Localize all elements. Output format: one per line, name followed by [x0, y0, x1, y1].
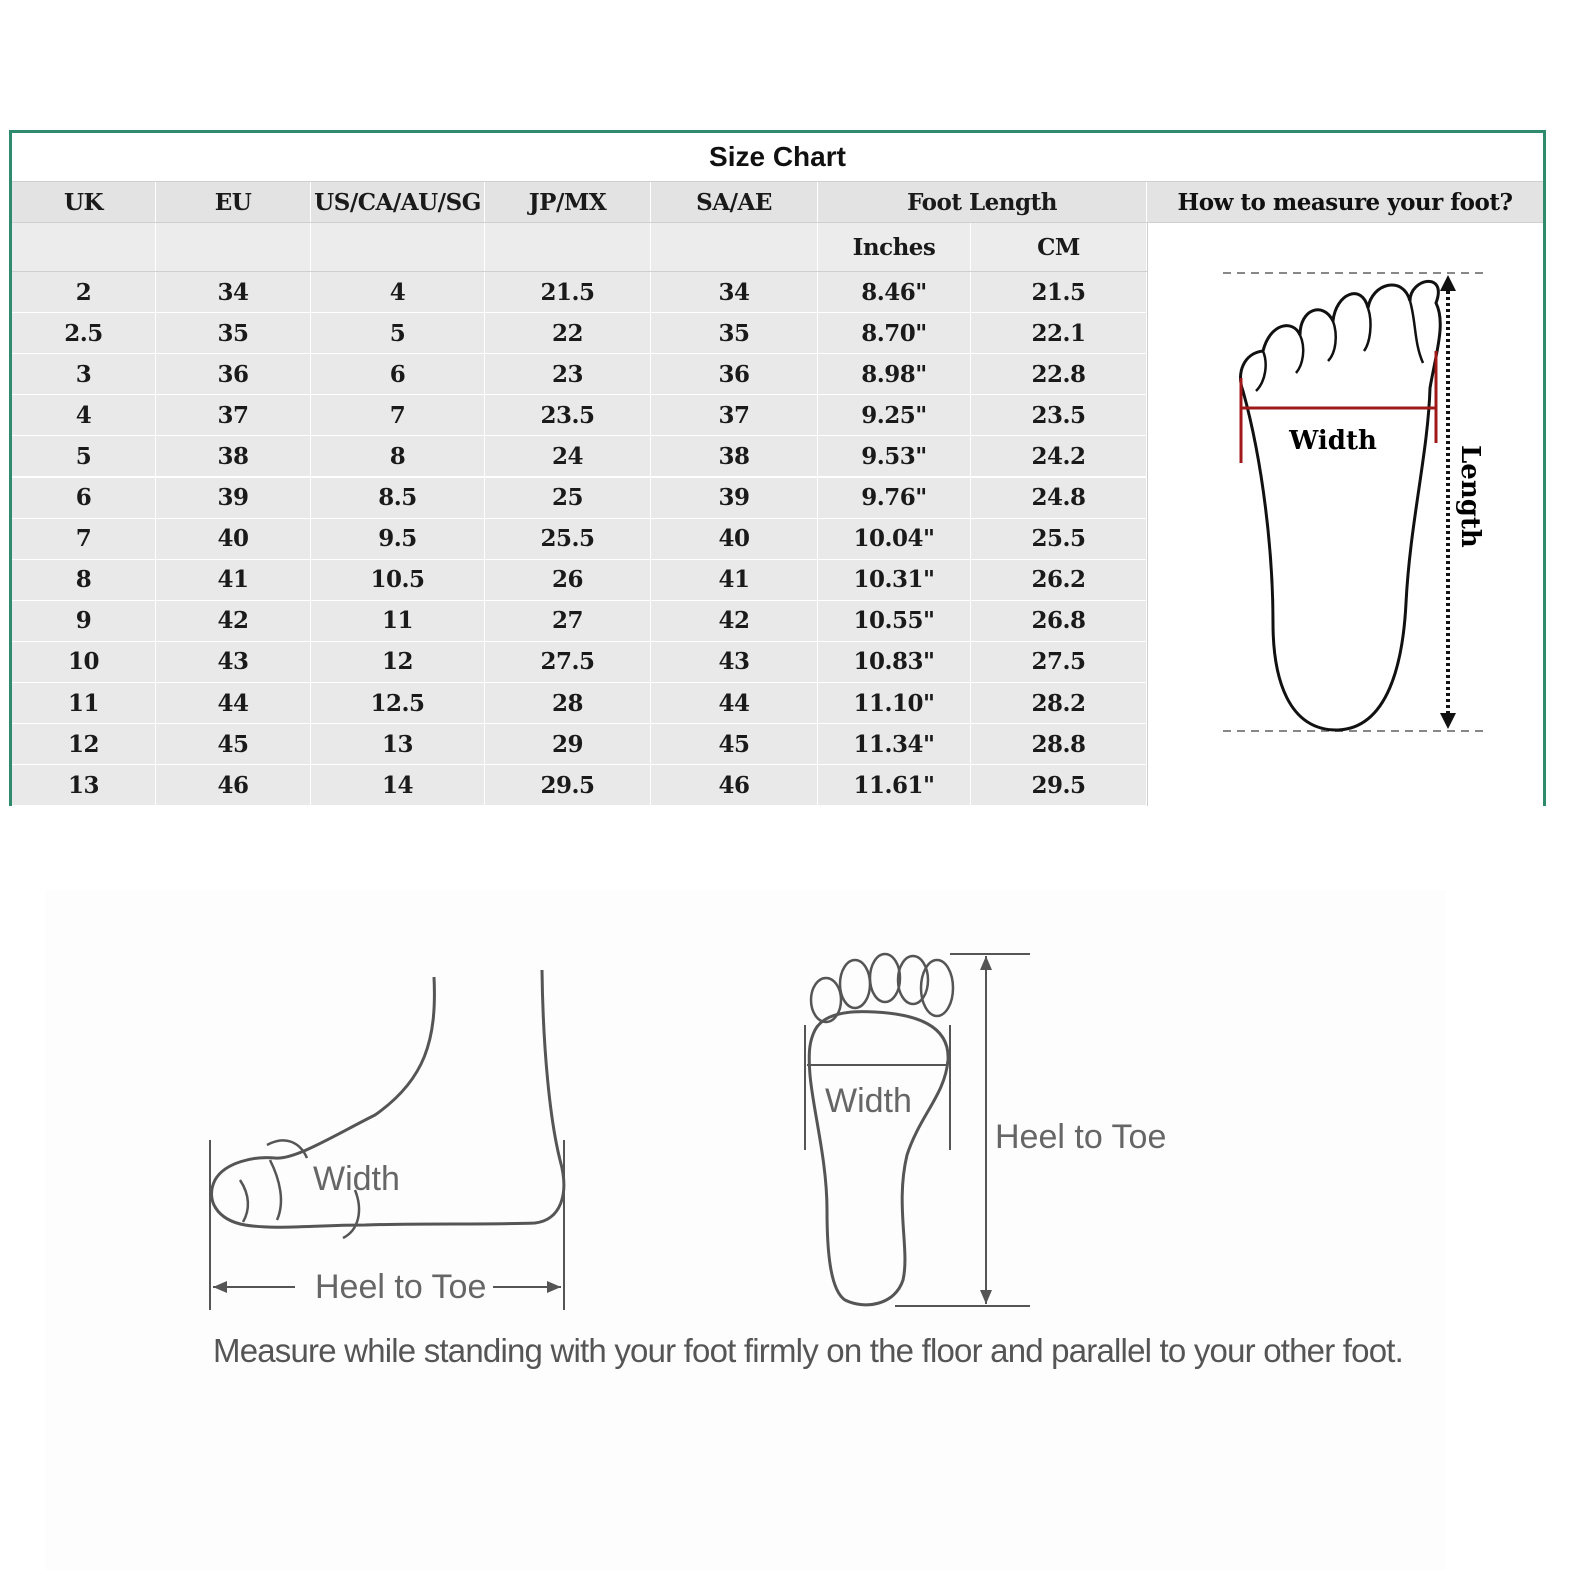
cell-inches: 8.98"	[818, 354, 971, 394]
subheader-cm: CM	[971, 223, 1147, 271]
cell-inches: 10.55"	[818, 601, 971, 641]
cell-jp: 24	[485, 436, 651, 476]
cell-cm: 29.5	[971, 765, 1147, 805]
table-row	[12, 354, 1147, 395]
cell-eu: 39	[156, 478, 311, 518]
cell-eu: 41	[156, 560, 311, 600]
toe-line	[1328, 321, 1336, 361]
cell-jp: 22	[485, 313, 651, 353]
cell-uk: 9	[12, 601, 156, 641]
cell-eu: 38	[156, 436, 311, 476]
cell-inches: 10.31"	[818, 560, 971, 600]
cell-us: 6	[311, 354, 485, 394]
header-us: US/CA/AU/SG	[311, 182, 485, 222]
cell-sa: 40	[651, 519, 818, 559]
side-width-label: Width	[313, 1160, 400, 1198]
top-width-label: Width	[825, 1082, 912, 1120]
cell-uk: 6	[12, 478, 156, 518]
table-row	[12, 272, 1147, 313]
cell-inches: 9.25"	[818, 395, 971, 435]
cell-cm: 23.5	[971, 395, 1147, 435]
header-jp: JP/MX	[485, 182, 651, 222]
chart-title: Size Chart	[709, 141, 846, 172]
cell-us: 4	[311, 272, 485, 312]
top-heel-toe-arrow-top	[980, 956, 992, 970]
cell-jp: 25.5	[485, 519, 651, 559]
cell-jp: 27.5	[485, 642, 651, 682]
table-row	[12, 395, 1147, 436]
side-toe-line	[270, 1160, 281, 1220]
cell-eu: 35	[156, 313, 311, 353]
cell-us: 10.5	[311, 560, 485, 600]
cell-cm: 22.8	[971, 354, 1147, 394]
cell-us: 5	[311, 313, 485, 353]
cell-cm: 26.2	[971, 560, 1147, 600]
table-row	[12, 683, 1147, 724]
cell-uk: 13	[12, 765, 156, 805]
subheader-empty	[156, 223, 311, 271]
toe-line	[1296, 335, 1303, 373]
cell-jp: 26	[485, 560, 651, 600]
header-eu: EU	[156, 182, 311, 222]
top-heel-toe-arrow-bottom	[980, 1290, 992, 1304]
cell-us: 13	[311, 724, 485, 764]
side-heel-to-toe-label: Heel to Toe	[315, 1268, 487, 1306]
top-toe	[898, 956, 928, 1004]
side-arrowhead-left	[213, 1281, 227, 1293]
subheader-empty	[311, 223, 485, 271]
top-toe	[921, 960, 953, 1016]
side-toe-line	[240, 1180, 248, 1222]
cell-uk: 5	[12, 436, 156, 476]
cell-inches: 9.76"	[818, 478, 971, 518]
cell-sa: 35	[651, 313, 818, 353]
cell-cm: 26.8	[971, 601, 1147, 641]
cell-us: 8.5	[311, 478, 485, 518]
top-heel-to-toe-label: Heel to Toe	[995, 1118, 1167, 1156]
top-toe	[840, 960, 870, 1008]
cell-sa: 45	[651, 724, 818, 764]
subheader-empty	[485, 223, 651, 271]
table-row	[12, 601, 1147, 642]
cell-uk: 12	[12, 724, 156, 764]
table-row	[12, 478, 1147, 519]
header-sa: SA/AE	[651, 182, 818, 222]
table-body	[12, 272, 1147, 806]
cell-uk: 2.5	[12, 313, 156, 353]
cell-sa: 34	[651, 272, 818, 312]
cell-jp: 28	[485, 683, 651, 723]
top-toe	[811, 978, 841, 1022]
table-row	[12, 560, 1147, 601]
cell-uk: 11	[12, 683, 156, 723]
cell-uk: 10	[12, 642, 156, 682]
top-toe	[870, 954, 900, 1002]
cell-eu: 43	[156, 642, 311, 682]
cell-uk: 8	[12, 560, 156, 600]
header-foot-length: Foot Length	[818, 182, 1147, 222]
cell-us: 8	[311, 436, 485, 476]
cell-us: 11	[311, 601, 485, 641]
size-chart	[9, 130, 1546, 806]
cell-jp: 21.5	[485, 272, 651, 312]
cell-cm: 28.2	[971, 683, 1147, 723]
cell-sa: 42	[651, 601, 818, 641]
cell-eu: 34	[156, 272, 311, 312]
cell-uk: 3	[12, 354, 156, 394]
cell-eu: 42	[156, 601, 311, 641]
cell-jp: 23	[485, 354, 651, 394]
table-row	[12, 642, 1147, 683]
cell-cm: 24.2	[971, 436, 1147, 476]
toe-line	[1364, 308, 1371, 351]
cell-sa: 39	[651, 478, 818, 518]
table-row	[12, 724, 1147, 765]
guide-diagrams	[45, 890, 1445, 1570]
cell-sa: 46	[651, 765, 818, 805]
cell-inches: 8.46"	[818, 272, 971, 312]
cell-us: 9.5	[311, 519, 485, 559]
cell-eu: 45	[156, 724, 311, 764]
cell-sa: 38	[651, 436, 818, 476]
side-arrowhead-right	[547, 1281, 561, 1293]
length-arrow-top	[1440, 275, 1456, 291]
cell-us: 12	[311, 642, 485, 682]
top-foot-outline	[809, 1012, 948, 1305]
cell-uk: 4	[12, 395, 156, 435]
cell-cm: 22.1	[971, 313, 1147, 353]
width-label: Width	[1289, 426, 1377, 456]
table-header-row	[12, 181, 1147, 223]
cell-sa: 36	[651, 354, 818, 394]
cell-sa: 44	[651, 683, 818, 723]
cell-inches: 9.53"	[818, 436, 971, 476]
cell-inches: 11.34"	[818, 724, 971, 764]
cell-eu: 36	[156, 354, 311, 394]
table-row	[12, 765, 1147, 806]
cell-cm: 24.8	[971, 478, 1147, 518]
cell-us: 12.5	[311, 683, 485, 723]
toe-line	[1256, 351, 1266, 391]
table-row	[12, 313, 1147, 354]
subheader-inches: Inches	[818, 223, 971, 271]
subheader-empty	[12, 223, 156, 271]
cell-cm: 25.5	[971, 519, 1147, 559]
cell-cm: 28.8	[971, 724, 1147, 764]
cell-jp: 27	[485, 601, 651, 641]
cell-eu: 37	[156, 395, 311, 435]
table-subheader-row	[12, 223, 1147, 272]
foot-outline-diagram	[1148, 223, 1544, 806]
cell-sa: 37	[651, 395, 818, 435]
cell-eu: 40	[156, 519, 311, 559]
cell-us: 7	[311, 395, 485, 435]
table-row	[12, 519, 1147, 560]
cell-eu: 44	[156, 683, 311, 723]
cell-jp: 25	[485, 478, 651, 518]
measure-caption: Measure while standing with your foot firmly on the floor and parallel to your other foot.	[213, 1332, 1403, 1369]
cell-jp: 29.5	[485, 765, 651, 805]
cell-eu: 46	[156, 765, 311, 805]
cell-inches: 10.04"	[818, 519, 971, 559]
cell-inches: 11.10"	[818, 683, 971, 723]
cell-uk: 2	[12, 272, 156, 312]
measure-header: How to measure your foot?	[1147, 181, 1543, 223]
cell-sa: 43	[651, 642, 818, 682]
cell-inches: 10.83"	[818, 642, 971, 682]
cell-inches: 8.70"	[818, 313, 971, 353]
header-uk: UK	[12, 182, 156, 222]
length-label: Length	[1455, 445, 1485, 548]
cell-cm: 27.5	[971, 642, 1147, 682]
size-table	[12, 181, 1147, 806]
cell-sa: 41	[651, 560, 818, 600]
measurement-guide	[45, 890, 1445, 1570]
cell-cm: 21.5	[971, 272, 1147, 312]
cell-jp: 23.5	[485, 395, 651, 435]
subheader-empty	[651, 223, 818, 271]
cell-us: 14	[311, 765, 485, 805]
cell-inches: 11.61"	[818, 765, 971, 805]
foot-outline	[1240, 281, 1440, 730]
measure-diagram	[1147, 223, 1543, 806]
length-arrow-bottom	[1440, 713, 1456, 729]
cell-jp: 29	[485, 724, 651, 764]
cell-uk: 7	[12, 519, 156, 559]
toe-line	[1410, 301, 1423, 363]
table-row	[12, 436, 1147, 477]
